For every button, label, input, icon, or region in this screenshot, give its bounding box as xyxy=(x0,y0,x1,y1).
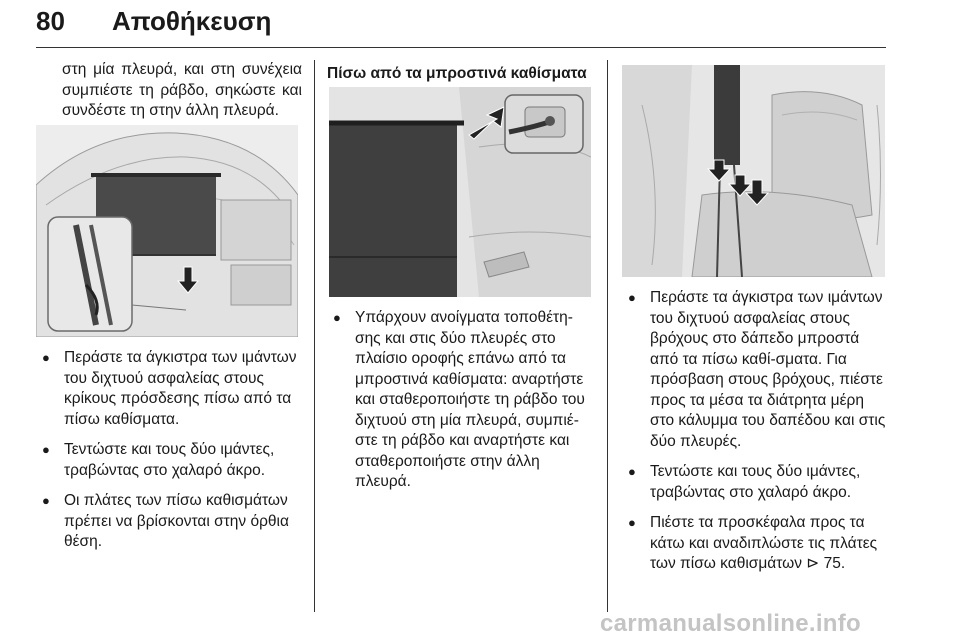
intro-paragraph: στη μία πλευρά, και στη συνέχεια συμπιέστε τη ράβδο, σηκώστε και συνδέστε τη στην άλλη πλευρά. xyxy=(62,61,302,119)
bullet-icon: ● xyxy=(42,350,50,365)
bullet-icon: ● xyxy=(333,310,341,325)
bullet-icon: ● xyxy=(628,290,636,305)
column-divider-1 xyxy=(314,60,315,612)
page-title: Αποθήκευση xyxy=(112,6,272,36)
figure-front-seats-net xyxy=(329,87,591,297)
list-item: ● Οι πλάτες των πίσω καθισμάτων πρέπει να βρίσκονται στην όρθια θέση. xyxy=(42,492,289,550)
list-item: ● Υπάρχουν ανοίγματα τοποθέτη-σης και στις δύο πλευρές στο πλαίσιο οροφής επάνω από τα μπροστινά καθίσματα: αναρτήστε και σταθεροποιήστε τη ράβδο του διχτυού στη μία πλευρά, συμπιέ-στε τη ράβδο και αναρτήστε και σταθεροποιήστε στην άλλη πλευρά. xyxy=(333,309,585,490)
bullet-icon: ● xyxy=(42,493,50,508)
column-3-list xyxy=(622,288,890,585)
list-item: ● Περάστε τα άγκιστρα των ιμάντων του διχτυού ασφαλείας στους κρίκους πρόσδεσης πίσω από τα πίσω καθίσματα. xyxy=(42,349,297,428)
section-title: Πίσω από τα μπροστινά καθίσματα xyxy=(327,65,587,82)
figure-rear-net-floor xyxy=(36,125,298,337)
bullet-icon: ● xyxy=(628,515,636,530)
bullet-icon: ● xyxy=(42,442,50,457)
column-1-intro xyxy=(62,60,302,122)
page-number: 80 xyxy=(36,6,65,36)
footer-watermark: carmanualsonline.info xyxy=(600,610,862,637)
list-item: ● Πιέστε τα προσκέφαλα προς τα κάτω και αναδιπλώστε τις πλάτες των πίσω καθισμάτων ⊳ 75. xyxy=(628,514,878,572)
column-2-list xyxy=(327,308,597,503)
column-1-list xyxy=(36,348,304,563)
header-rule xyxy=(36,47,886,48)
figure-rear-seats-floor-loops xyxy=(622,65,885,277)
list-item: ● Περάστε τα άγκιστρα των ιμάντων του διχτυού ασφαλείας στους βρόχους στο δάπεδο μπροστά από τα πίσω καθί-σματα. Για πρόσβαση στους βρόχους, πιέστε προς τα μέσα τα διάτρητα μέρη στο κάλυμμα του δαπέδου και στις δύο πλευρές. xyxy=(628,289,886,450)
list-item: ● Τεντώστε και τους δύο ιμάντες, τραβώντας στο χαλαρό άκρο. xyxy=(628,463,861,501)
bullet-icon: ● xyxy=(628,464,636,479)
list-item: ● Τεντώστε και τους δύο ιμάντες, τραβώντας στο χαλαρό άκρο. xyxy=(42,441,275,479)
column-divider-2 xyxy=(607,60,608,612)
